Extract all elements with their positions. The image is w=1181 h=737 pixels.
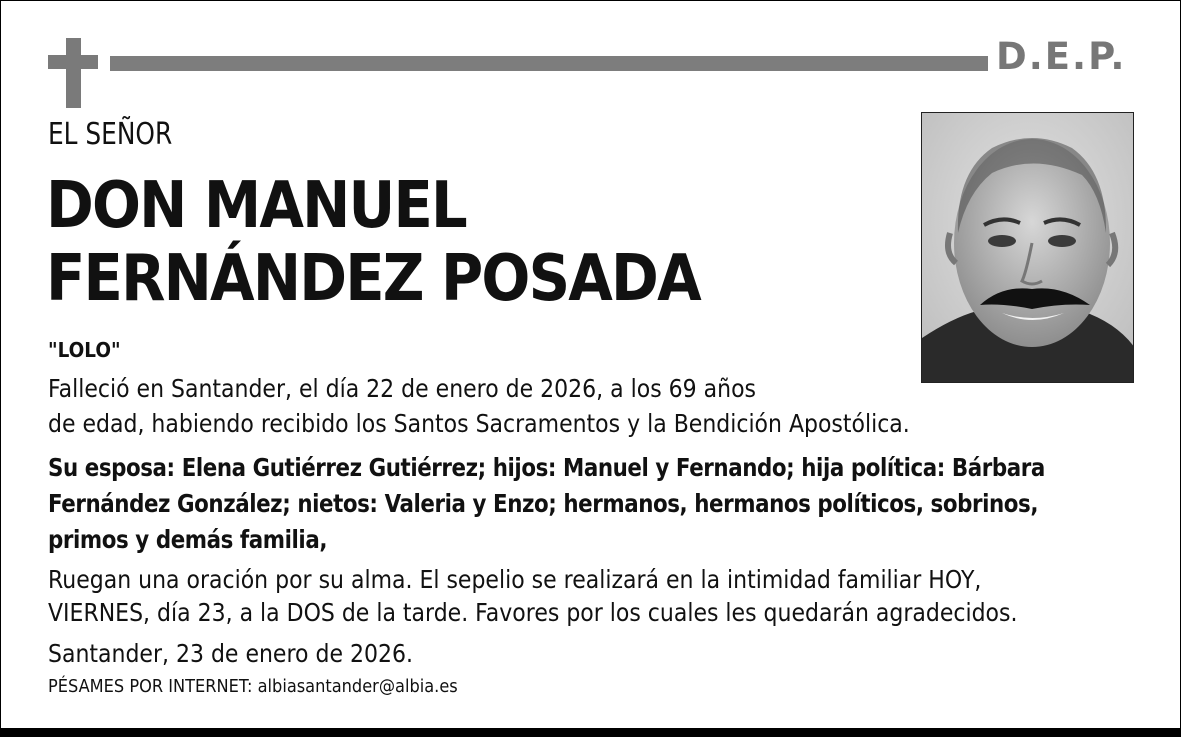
family-line-3: primos y demás familia, — [48, 525, 328, 554]
family-line-1: Su esposa: Elena Gutiérrez Gutiérrez; hijos: Manuel y Fernando; hija política: Bárbara — [48, 453, 1045, 482]
header-rule — [110, 56, 988, 71]
family-line-2: Fernández González; nietos: Valeria y Enzo; hermanos, hermanos políticos, sobrinos, — [48, 489, 1039, 518]
bottom-rule — [0, 728, 1181, 737]
deceased-name-line-1: DON MANUEL — [46, 169, 466, 243]
deceased-photo — [921, 112, 1134, 383]
nickname: "LOLO" — [48, 338, 121, 362]
cross-icon — [48, 38, 98, 108]
place-date: Santander, 23 de enero de 2026. — [48, 639, 413, 668]
death-notice-line-2: de edad, habiendo recibido los Santos Sacramentos y la Bendición Apostólica. — [48, 409, 910, 438]
death-notice-line-1: Falleció en Santander, el día 22 de enero de 2026, a los 69 años — [48, 374, 756, 403]
dep-label: D.E.P. — [996, 35, 1127, 78]
request-line-1: Ruegan una oración por su alma. El sepelio se realizará en la intimidad familiar HOY, — [48, 565, 982, 594]
request-line-2: VIERNES, día 23, a la DOS de la tarde. Favores por los cuales les quedarán agradecidos. — [48, 598, 1018, 627]
deceased-name-line-2: FERNÁNDEZ POSADA — [46, 242, 700, 316]
title-prefix: EL SEÑOR — [48, 117, 173, 152]
condolences-contact: PÉSAMES POR INTERNET: albiasantander@albia.es — [48, 676, 458, 697]
